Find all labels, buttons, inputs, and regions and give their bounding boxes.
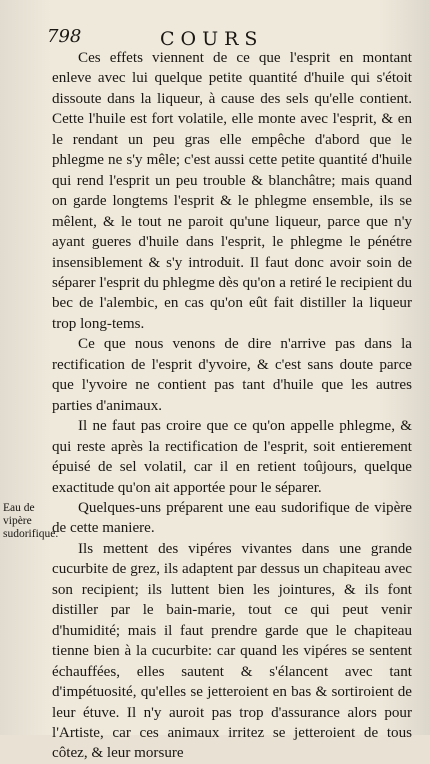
paragraph-sudorific-intro: Quelques-uns préparent une eau sudorifique de vipère de cette maniere. [52,499,412,537]
margin-note: Eau de vipère sudorifique. [3,502,59,540]
page-number: 798 [47,26,82,47]
paragraph-phlegm-salt: Il ne faut pas croire que ce qu'on appelle phlegme, & qui reste après la rectification de l'esprit, soit entierement épuisé de sel volatil, car il en retient toûjours, quelque exactitude qu'on ait apportée pour le séparer. [52,418,412,496]
paragraph-ivory-rectification: Ce que nous venons de dire n'arrive pas dans la rectification de l'esprit d'yvoire, & c'est sans doute parce que l'yvoire ne contient pas tant d'huile que les autres parties d'animaux. [52,336,412,414]
paragraph-spirit-oil: Ces effets viennent de ce que l'esprit en montant enleve avec lui quelque petite quantité d'huile qui s'étoit dissoute dans la liqueur, à cause des sels qu'elle contient. Cette l'huile est fort volatile, elle monte avec l'esprit, & en le rendant un peu gras elle empêche d'abord que le phlegme ne s'y mêle; c'est aussi cette petite quantité d'huile qui rend l'esprit un peu trouble & blanchâtre; mais quand on garde longtems l'esprit & le phlegme ensemble, ils se mêlent, & le tout ne paroit qu'une liqueur, parce que n'y ayant gueres d'huile dans l'esprit, le phlegme le pénétre insensiblement & s'y introduit. Il faut donc avoir soin de séparer l'esprit du phlegme dès qu'on a retiré le recipient du bec de l'alembic, en cas qu'on eût fait distiller la liqueur trop long-tems. [52,50,412,332]
body-text [52,48,412,764]
paragraph-viper-method: Ils mettent des vipéres vivantes dans une grande cucurbite de grez, ils adaptent par dessus un chapiteau avec son recipient; ils luttent bien les jointures, & ils font distiller par le bain-marie, tout ce qui peut venir d'humidité; mais il faut prendre garde que le chapiteau tienne bien à la cucurbite: car quand les vipéres se sentent échauffées, elles sautent & s'élancent avec tant d'impétuosité, qu'elles se jetteroient en bas & sortiroient de leur étuve. Il n'y auroit pas trop d'assurance alors pour l'Artiste, car ces animaux irritez se jetteroient de tous côtez, & leur morsure [52,540,412,762]
running-head: COURS [160,28,264,50]
